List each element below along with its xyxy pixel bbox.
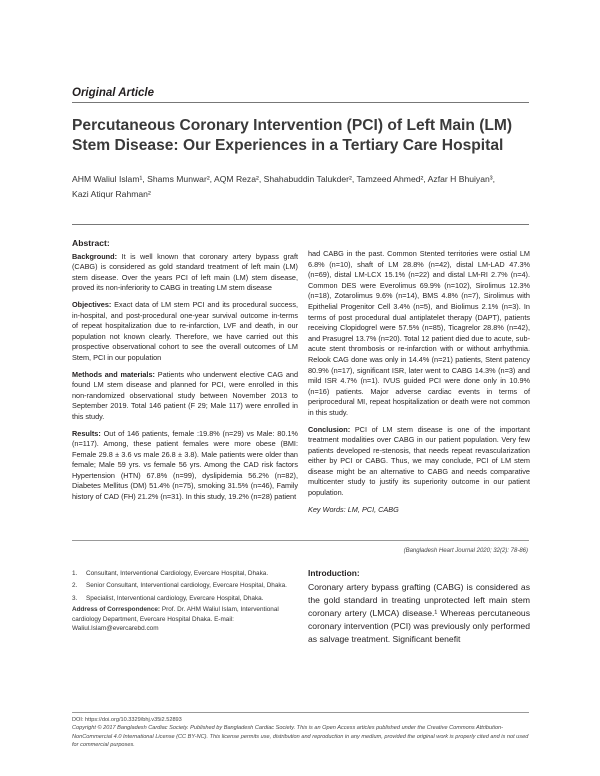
abstract-results: Results: Out of 146 patients, female :19.8% (n=29) vs Male: 80.1% (n=117). Among, these patient females were more obese (BMI: Female 29.8 ± 3.6 vs male 26.8 ± 3.8). Male patients were older than female; Male 59 yrs. vs female 56 yrs. Among the CAD risk factors Hypertension (HTN) 67.8% (n=99), dyslipidemia 56.2% (n=82), Diabetes Mellitus (DM) 51.4% (n=75), smoking 31.5% (n=46), Family history of CAD (FH) 21.2% (n=31). In this study, 19.2% (n=28) patient [72, 428, 298, 502]
title-line-2: Stem Disease: Our Experiences in a Tertiary Care Hospital [72, 137, 504, 154]
affiliation-notes [72, 569, 292, 633]
abstract-bottom-divider [72, 540, 529, 541]
affiliation-2: 2. Senior Consultant, Interventional cardiology, Evercare Hospital, Dhaka. [72, 582, 287, 590]
doi-link[interactable]: DOI: https://doi.org/10.3329/bhj.v35i2.52893 [72, 717, 182, 723]
abstract-heading: Abstract: [72, 238, 110, 248]
abstract-objectives: Objectives: Exact data of LM stem PCI and its procedural success, in-hospital, and post-procedural one-year survival outcome in-terms of repeat hospitalization due to re-infarction, LVF and death, in our population not known clearly. Therefore, we have carried out this prospective observational cohort to see the overall outcomes of LM Stem, PCI in our population [72, 299, 299, 362]
license-notice: Copyright © 2017 Bangladesh Cardiac Society. Published by Bangladesh Cardiac Society. This is an Open Access articles published under the Creative Commons Attribution-NonCommercial 4.0 International License (CC BY-NC). This license permits use, distribution and reproduction in any medium, provided the original work is properly cited and is not used for commercial purposes. [72, 725, 529, 749]
introduction-section [308, 568, 530, 646]
journal-citation: (Bangladesh Heart Journal 2020; 32(2): 78-86) [403, 548, 528, 554]
abstract-conclusion: Conclusion: PCI of LM stem disease is one of the important treatment modalities over CABG in our patient population. Very few patients developed re-stenosis, that needs repeat revascularization either by PCI or CABG. Thus, we may conclude, PCI of LM stem disease might be an alternative to CABG and needs comparative multicenter study to justify its superiority outcome in our patient population. [308, 424, 530, 498]
abstract-left-column [72, 238, 298, 509]
header-divider [72, 102, 529, 103]
introduction-heading: Introduction: [308, 568, 360, 578]
introduction-text: Coronary artery bypass grafting (CABG) is considered as the gold standard in treating unprotected left main stem coronary artery (LMCA) disease.¹ Whereas percutaneous coronary intervention (PCI) was previously only performed as salvage treatment. Significant benefit [308, 582, 530, 644]
abstract-background: Background: It is well known that coronary artery bypass graft (CABG) is considered as gold standard treatment of left main (LM) stem disease. Over the years PCI of left main (LM) stem disease, proved its non-inferiority to CABG in treating LM stem disease [72, 251, 299, 293]
title-line-1: Percutaneous Coronary Intervention (PCI) of Left Main (LM) [72, 117, 513, 134]
authors-line-1: AHM Waliul Islam¹, Shams Munwar², AQM Reza², Shahabuddin Talukder², Tamzeed Ahmed², Azfar H Bhuiyan³, [72, 174, 496, 184]
affiliation-3: 3. Specialist, Interventional cardiology, Evercare Hospital, Dhaka. [72, 594, 264, 602]
abstract-methods: Methods and materials: Patients who underwent elective CAG and found LM stem disease and planned for PCI, were enrolled in this non-randomized observational study between November 2013 to September 2019. Total 146 patient (F 29; Male 117) were enrolled in this study. [72, 369, 298, 421]
abstract-keywords: Key Words: LM, PCI, CABG [308, 504, 399, 514]
article-type-label: Original Article [72, 87, 155, 99]
footer [72, 716, 532, 750]
abstract-top-divider [72, 224, 529, 225]
author-list [72, 172, 542, 202]
correspondence-address: Address of Correspondence: Prof. Dr. AHM Waliul Islam, Interventional cardiology Department, Evercare Hospital Dhaka. E-mail: Waliul.Islam@evercarebd.com [72, 606, 279, 633]
abstract-results-continued: had CABG in the past. Common Stented territories were ostial LM 6.8% (n=10), shaft of LM 28.8% (n=42), distal LM-LAD 47.3% (n=69), distal LM-LCX 15.1% (n=22) and distal LM-RI 2.7% (n=4). Common DES were Everolimus 69.9% (n=102), Sirolimus 12.3% (n=18), Zotarolimus 9.6% (n=14), BMS 4.8% (n=7), Sirolimus with Epithelial Progenitor Cell 3.4% (n=5), and Biolimus 2.1% (n=3). In terms of post procedural dual antiplatelet therapy (DAPT), patients receiving Clopidogrel were 57.5% (n=85), Ticagrelor 28.8% (n=42), and Prasugrel 13.7% (n=20). Total 12 patient died due to acute, sub-acute stent thrombosis or re-infarction with or without arrhythmia. Relook CAG done was only in 14.4% (n=21) patients, Stent patency 80.9% (n=17), significant ISR, later went to CABG 14.3% (n=3) and mild ISR 4.7% (n=1). IVUS guided PCI were done only in 10.9% (n=16) patients. Major adverse cardiac events in terms of periprocedural MI, repeat hospitalization or death were not common in this study. [308, 249, 530, 417]
authors-line-2: Kazi Atiqur Rahman² [72, 189, 151, 199]
article-title [72, 116, 542, 156]
footer-divider [72, 712, 529, 713]
affiliation-1: 1. Consultant, Interventional Cardiology, Evercare Hospital, Dhaka. [72, 570, 269, 577]
abstract-right-column [308, 249, 530, 521]
